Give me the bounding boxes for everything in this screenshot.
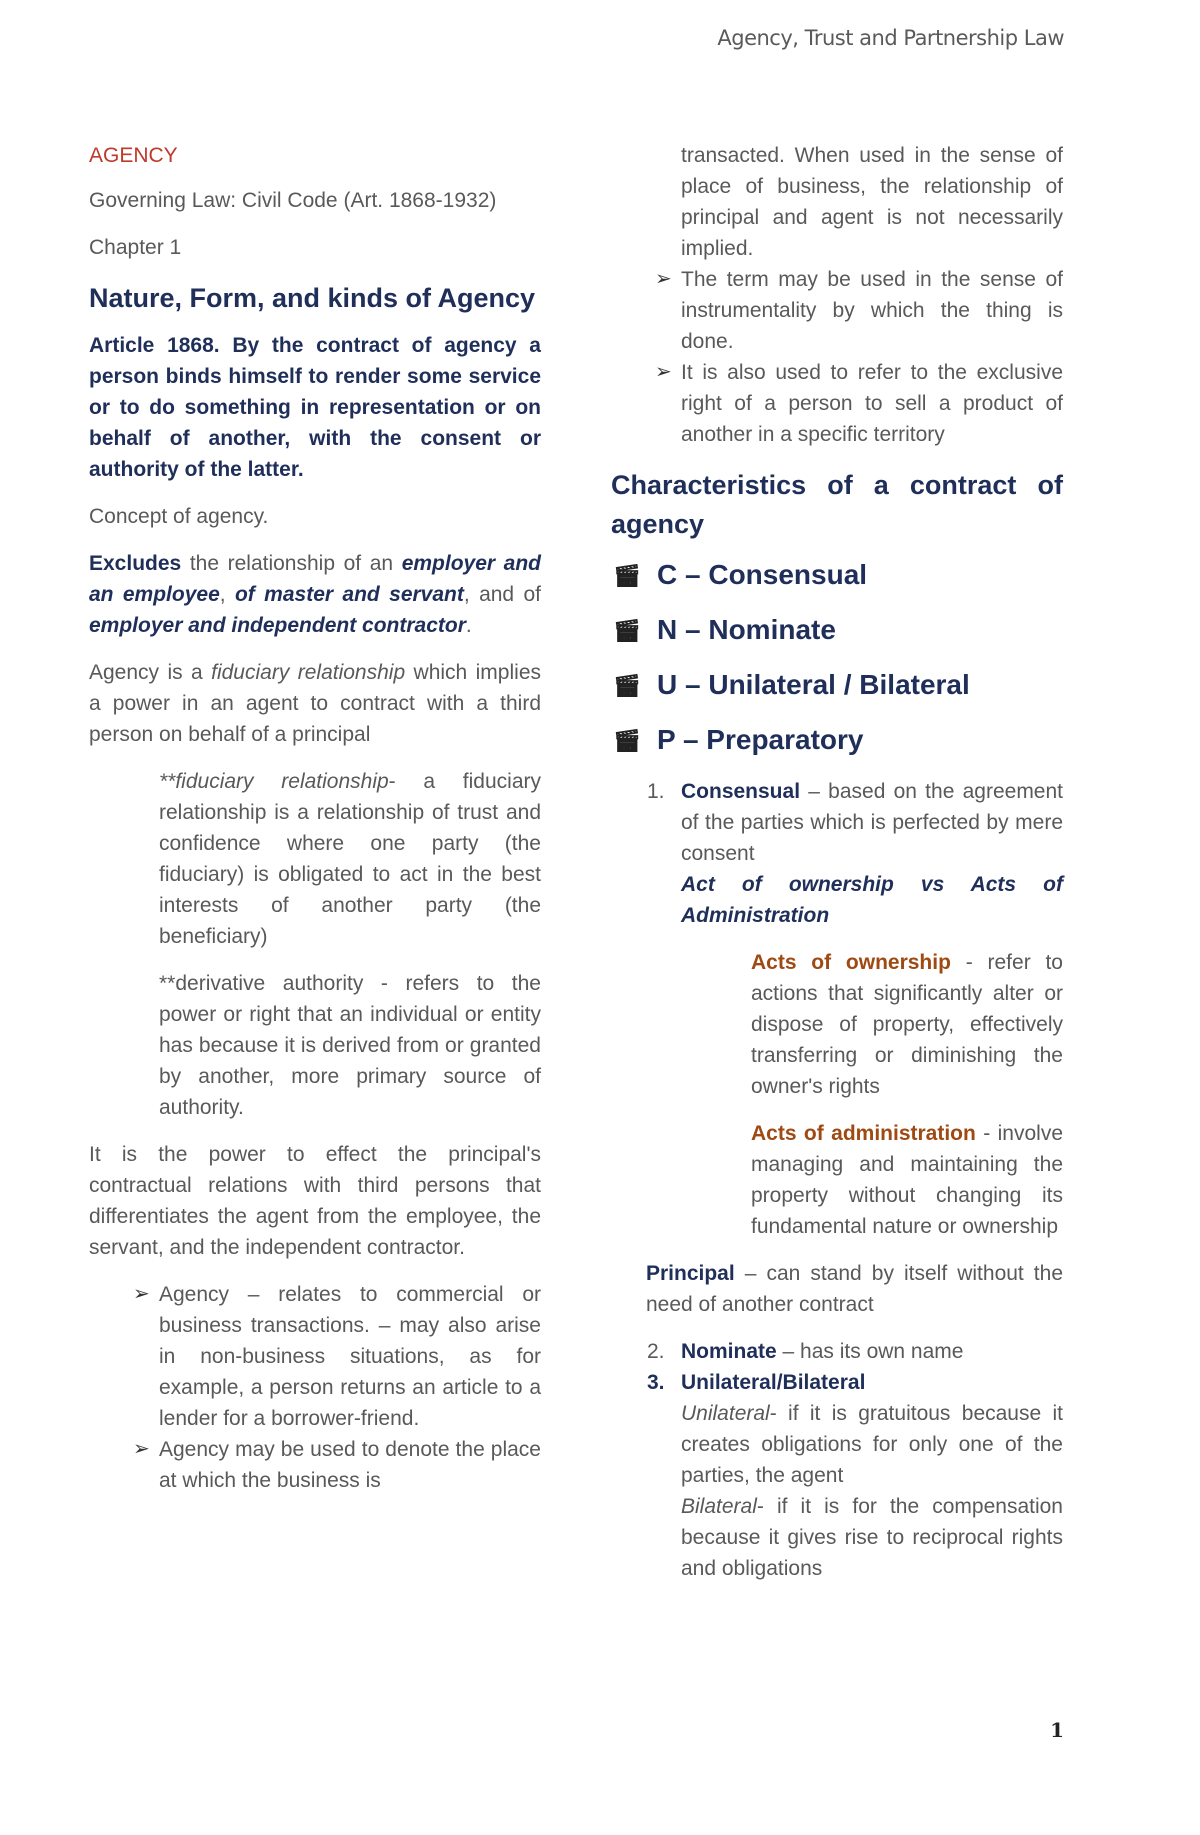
characteristic-label: U – Unilateral / Bilateral — [657, 669, 970, 700]
item-number: 3. — [647, 1371, 665, 1394]
fiduciary-text-2: which implies a power in an agent to contract with a third person on behalf of a principal — [89, 661, 541, 746]
note-fiduciary — [159, 766, 541, 952]
chapter-title: Nature, Form, and kinds of Agency — [89, 283, 536, 313]
item-subheading: Act of ownership vs Acts of Administration — [681, 873, 1063, 927]
characteristic-label: C – Consensual — [657, 559, 868, 590]
fiduciary-paragraph — [89, 657, 541, 750]
excludes-text-3: , and of — [463, 583, 541, 606]
item-term: Consensual — [681, 780, 801, 803]
document-header: Agency, Trust and Partnership Law — [717, 26, 1064, 50]
arrow-bullet-icon: ➢ — [133, 1438, 150, 1460]
clapperboard-icon: 🎬︎ — [613, 673, 641, 698]
bullet-text: Agency may be used to denote the place at which the business is — [159, 1438, 541, 1492]
unilateral-label: Unilateral — [681, 1402, 770, 1425]
note-derivative: **derivative authority - refers to the power or right that an individual or entity has because it is derived from or granted by another, more primary source of authority. — [159, 972, 541, 1119]
note-fiduciary-term: **fiduciary relationship — [159, 770, 389, 793]
governing-law: Governing Law: Civil Code (Art. 1868-1932) — [89, 189, 497, 212]
item-term: Nominate — [681, 1340, 777, 1363]
characteristic-item — [611, 721, 1063, 759]
clapperboard-icon: 🎬︎ — [613, 618, 641, 643]
acts-ownership-label: Acts of ownership — [751, 951, 951, 974]
excludes-term-3: employer and independent contractor — [89, 614, 466, 637]
acts-ownership-text: - refer to actions that significantly alter or dispose of property, effectively transferring or diminishing the owner's rights — [751, 951, 1063, 1098]
note-fiduciary-text: - a fiduciary relationship is a relationship of trust and confidence where one party (the fiduciary) is obligated to act in the best interests of another party (the beneficiary) — [159, 770, 541, 948]
excludes-text-1: the relationship of an — [181, 552, 402, 575]
excludes-word: Excludes — [89, 552, 182, 575]
arrow-bullet-icon: ➢ — [655, 268, 672, 290]
principal-label: Principal — [646, 1262, 735, 1285]
characteristic-label: P – Preparatory — [657, 724, 864, 755]
item-text: – has its own name — [776, 1340, 964, 1363]
power-paragraph: It is the power to effect the principal's contractual relations with third persons that differentiates the agent from the employee, the servant, and the independent contractor. — [89, 1143, 541, 1259]
excludes-term-1: employer and an employee — [89, 552, 541, 606]
list-item — [611, 357, 1063, 450]
section-label: AGENCY — [89, 144, 178, 167]
excludes-text-2: , — [219, 583, 235, 606]
bullet-text: Agency – relates to commercial or business transactions. – may also arise in non-business situations, as for example, a person returns an article to a lender for a borrower-friend. — [159, 1283, 541, 1430]
principal-paragraph — [646, 1258, 1063, 1320]
acts-of-administration — [751, 1118, 1063, 1242]
acts-admin-label: Acts of administration — [751, 1122, 976, 1145]
concept-heading: Concept of agency. — [89, 505, 269, 528]
characteristic-label: N – Nominate — [657, 614, 836, 645]
list-item — [611, 264, 1063, 357]
arrow-bullet-icon: ➢ — [133, 1283, 150, 1305]
excludes-paragraph — [89, 548, 541, 641]
characteristic-item — [611, 611, 1063, 649]
acts-of-ownership — [751, 947, 1063, 1102]
excludes-term-2: of master and servant — [234, 583, 464, 606]
clapperboard-icon: 🎬︎ — [613, 728, 641, 753]
numbered-item-unilateral-bilateral — [611, 1367, 1063, 1584]
excludes-text-4: . — [465, 614, 472, 637]
page-number: 1 — [1050, 1718, 1064, 1742]
principal-text: – can stand by itself without the need of another contract — [646, 1262, 1063, 1316]
arrow-bullet-icon: ➢ — [655, 361, 672, 383]
bullet-text: It is also used to refer to the exclusive right of a person to sell a product of another in a specific territory — [681, 361, 1063, 446]
numbered-item-nominate — [611, 1336, 1063, 1367]
fiduciary-text-1: Agency is a — [89, 661, 212, 684]
clapperboard-icon: 🎬︎ — [613, 563, 641, 588]
right-column — [611, 140, 1063, 1584]
characteristic-item — [611, 666, 1063, 704]
fiduciary-term: fiduciary relationship — [211, 661, 406, 684]
list-item — [89, 1279, 541, 1434]
characteristics-title: Characteristics of a contract of agency — [611, 470, 1063, 539]
chapter-label: Chapter 1 — [89, 236, 182, 259]
bullet-continuation: transacted. When used in the sense of place of business, the relationship of principal and agent is not necessarily implied. — [681, 144, 1063, 260]
numbered-item-consensual — [611, 776, 1063, 931]
characteristic-item — [611, 556, 1063, 594]
item-number: 2. — [647, 1340, 665, 1363]
bilateral-label: Bilateral — [681, 1495, 757, 1518]
bilateral-text: - if it is for the compensation because it gives rise to reciprocal rights and obligations — [681, 1495, 1063, 1580]
acts-admin-text: - involve managing and maintaining the property without changing its fundamental nature or ownership — [751, 1122, 1063, 1238]
left-column — [89, 140, 541, 1496]
article-1868: Article 1868. By the contract of agency a person binds himself to render some service or to do something in representation or on behalf of another, with the consent or authority of the latter. — [89, 334, 541, 481]
list-item — [89, 1434, 541, 1496]
bullet-text: The term may be used in the sense of instrumentality by which the thing is done. — [681, 268, 1063, 353]
item-text: – based on the agreement of the parties which is perfected by mere consent — [681, 780, 1063, 865]
unilateral-text: - if it is gratuitous because it creates obligations for only one of the parties, the agent — [681, 1402, 1063, 1487]
item-number: 1. — [647, 780, 665, 803]
item-term: Unilateral/Bilateral — [681, 1371, 866, 1394]
